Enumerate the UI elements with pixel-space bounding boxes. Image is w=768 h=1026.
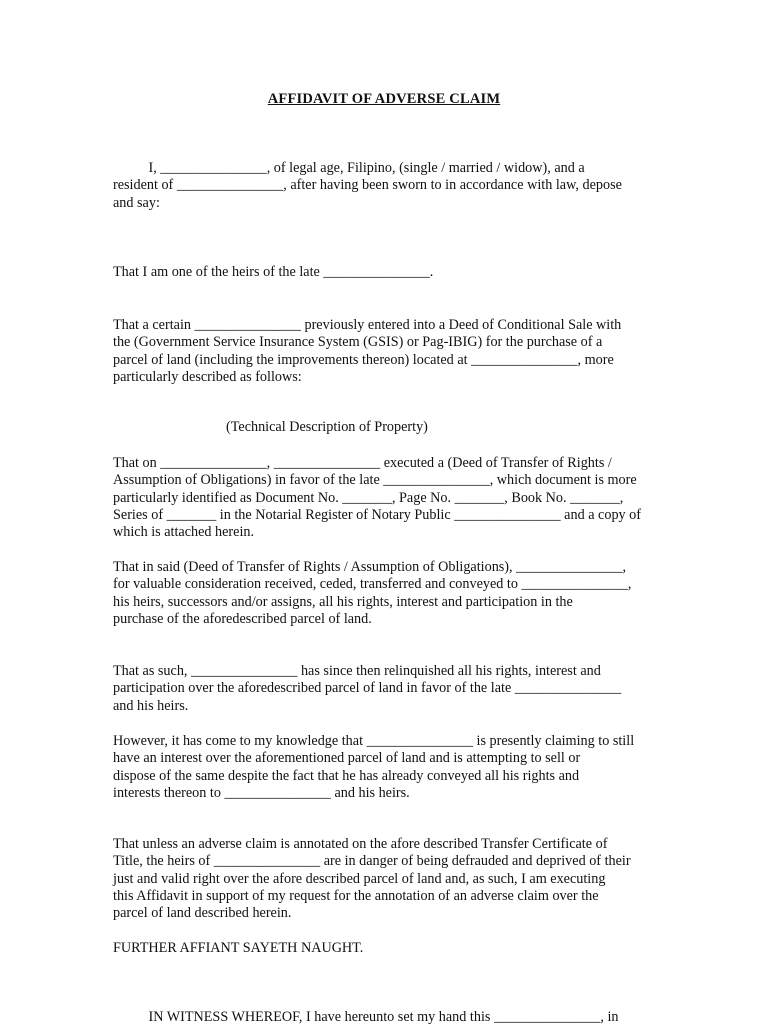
technical-description-placeholder: (Technical Description of Property) bbox=[226, 419, 428, 435]
witness-clause: IN WITNESS WHEREOF, I have hereunto set my hand this _______________, in bbox=[113, 1009, 619, 1025]
intro-paragraph: I, _______________, of legal age, Filipino, (single / married / widow), and a resident of _______________, after having been sworn to in accordance with law, depose and say: bbox=[113, 160, 622, 211]
relinquishment-paragraph: That as such, _______________ has since then relinquished all his rights, interest and participation over the aforedescribed parcel of land in favor of the late _______________ and his heirs. bbox=[113, 663, 622, 714]
adverse-claim-paragraph: That unless an adverse claim is annotated on the afore described Transfer Certificate of Title, the heirs of _______________ are in danger of being defrauded and deprived of their just and valid right over the afore described parcel of land and, as such, I am executing this Affidavit in support of my request for the annotation of an adverse claim over the parcel of land described herein. bbox=[113, 836, 631, 922]
conveyance-paragraph: That in said (Deed of Transfer of Rights / Assumption of Obligations), _______________, for valuable consideration received, ceded, transferred and conveyed to _______________, his heirs, successors and/or assigns, all his rights, interest and participation in the purchase of the aforedescribed parcel of land. bbox=[113, 559, 632, 627]
document-title: AFFIDAVIT OF ADVERSE CLAIM bbox=[267, 91, 501, 107]
transfer-of-rights-paragraph: That on _______________, _______________ executed a (Deed of Transfer of Rights / Assumption of Obligations) in favor of the late _______________, which document is more particularly identified as Document No. _______, Page No. _______, Book No. _______, Series of _______ in the Notarial Register of Notary Public _______________ and a copy of which is attached herein. bbox=[113, 455, 641, 541]
further-affiant-statement: FURTHER AFFIANT SAYETH NAUGHT. bbox=[113, 940, 364, 956]
claim-paragraph: However, it has come to my knowledge that _______________ is presently claiming to still have an interest over the aforementioned parcel of land and is attempting to sell or dispose of the same despite the fact that he has already conveyed all his rights and interests thereon to _______________ and his heirs. bbox=[113, 733, 635, 801]
heir-paragraph: That I am one of the heirs of the late _______________. bbox=[113, 264, 434, 280]
deed-of-sale-paragraph: That a certain _______________ previously entered into a Deed of Conditional Sale with the (Government Service Insurance System (GSIS) or Pag-IBIG) for the purchase of a parcel of land (including the improvements thereon) located at _______________, more particularly described as follows: bbox=[113, 317, 622, 385]
